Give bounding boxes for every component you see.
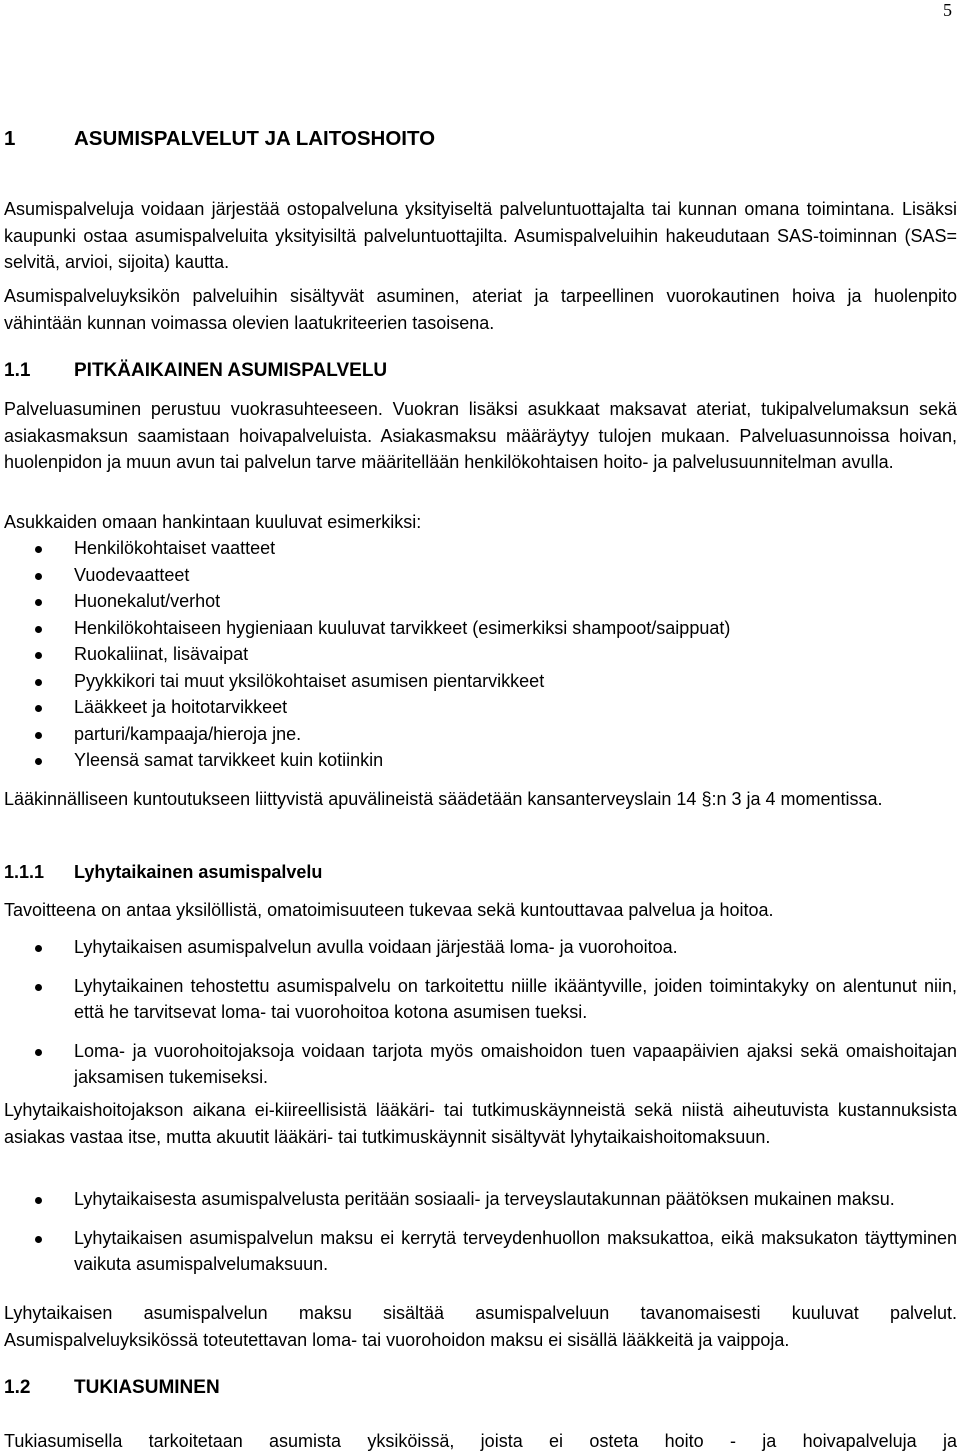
bullet-icon [35,1197,42,1204]
heading-1-1-number: 1.1 [4,360,31,381]
list-item: Vuodevaatteet [4,562,957,589]
section-2-list-1 [4,934,957,1091]
bullet-icon [35,546,42,553]
list-item: Henkilökohtaiseen hygieniaan kuuluvat tarvikkeet (esimerkiksi shampoot/saippuat) [4,615,957,642]
heading-1-1-1 [4,859,957,885]
list-item: Huonekalut/verhot [4,588,957,615]
list-item: Yleensä samat tarvikkeet kuin kotiinkin [4,747,957,774]
list-item: Lyhytaikaisen asumispalvelun maksu ei kerrytä terveydenhuollon maksukattoa, eikä maksukaton täyttyminen vaikuta asumispalvelumaksuun. [4,1225,957,1278]
heading-1-2-title: TUKIASUMINEN [74,1377,220,1398]
section-1-paragraph-2: Lääkinnälliseen kuntoutukseen liittyvistä apuvälineistä säädetään kansanterveyslain 14 §:n 3 ja 4 momentissa. [4,789,883,809]
list-item: Henkilökohtaiset vaatteet [4,535,957,562]
list-item: Ruokaliinat, lisävaipat [4,641,957,668]
heading-1-1 [4,358,957,384]
list-item: Lyhytaikaisen asumispalvelun avulla voidaan järjestää loma- ja vuorohoitoa. [4,934,957,961]
list-item: Loma- ja vuorohoitojaksoja voidaan tarjota myös omaishoidon tuen vapaapäivien ajaksi sekä omaishoitajan jaksamisen tukemiseksi. [4,1038,957,1091]
section-2-list-2 [4,1186,957,1278]
section-2-paragraph-1: Tavoitteena on antaa yksilöllistä, omatoimisuuteen tukevaa sekä kuntouttavaa palvelua ja hoitoa. [4,900,774,920]
heading-1 [4,126,957,152]
bullet-icon [35,945,42,952]
heading-1-1-title: PITKÄAIKAINEN ASUMISPALVELU [74,360,388,381]
bullet-icon [35,573,42,580]
section-1-list-intro: Asukkaiden omaan hankintaan kuuluvat esimerkiksi: [4,512,422,532]
bullet-icon [35,1236,42,1243]
heading-1-2-number: 1.2 [4,1377,31,1398]
list-item: Lyhytaikainen tehostettu asumispalvelu on tarkoitettu niille ikääntyville, joiden toimintakyky on alentunut niin, että he tarvitsevat loma- tai vuorohoitoa kotona asumisen tueksi. [4,973,957,1026]
bullet-icon [35,599,42,606]
bullet-icon [35,679,42,686]
heading-1-number: 1 [4,127,16,150]
heading-1-1-1-number: 1.1.1 [4,862,45,882]
section-1-list [4,535,957,774]
intro-paragraph-2: Asumispalveluyksikön palveluihin sisältyvät asuminen, ateriat ja tarpeellinen vuorokautinen hoiva ja huolenpito vähintään kunnan voimassa olevien laatukriteerien tasoisena. [4,286,957,333]
section-2-paragraph-3: Lyhytaikaisen asumispalvelun maksu sisältää asumispalveluun tavanomaisesti kuuluvat palvelut. Asumispalveluyksikössä toteutettavan loma- tai vuorohoidon maksu ei sisällä lääkkeitä ja vaippoja. [4,1303,957,1350]
heading-1-1-1-title: Lyhytaikainen asumispalvelu [74,862,323,882]
list-item: Lääkkeet ja hoitotarvikkeet [4,694,957,721]
section-2-paragraph-2: Lyhytaikaishoitojakson aikana ei-kiireellisistä lääkäri- tai tutkimuskäynneistä sekä niistä aiheutuvista kustannuksista asiakas vastaa itse, mutta akuutit lääkäri- tai tutkimuskäynnit sisältyvät lyhytaikaishoitomaksuun. [4,1100,957,1147]
heading-1-title: ASUMISPALVELUT JA LAITOSHOITO [74,127,436,150]
list-item: parturi/kampaaja/hieroja jne. [4,721,957,748]
bullet-icon [35,705,42,712]
intro-paragraph-1: Asumispalveluja voidaan järjestää ostopalveluna yksityiseltä palveluntuottajalta tai kunnan omana toimintana. Lisäksi kaupunki ostaa asumispalveluita yksityisiltä palveluntuottajilta. Asumispalveluihin hakeudutaan SAS-toiminnan (SAS= selvitä, arvioi, sijoita) kautta. [4,199,957,272]
page-number: 5 [943,0,952,20]
list-item: Pyykkikori tai muut yksilökohtaiset asumisen pientarvikkeet [4,668,957,695]
bullet-icon [35,652,42,659]
bullet-icon [35,984,42,991]
heading-1-2 [4,1375,957,1401]
bullet-icon [35,626,42,633]
bullet-icon [35,732,42,739]
section-1-paragraph-1: Palveluasuminen perustuu vuokrasuhteeseen. Vuokran lisäksi asukkaat maksavat ateriat, tukipalvelumaksun sekä asiakasmaksun saamistaan hoivapalveluista. Asiakasmaksu määräytyy tulojen mukaan. Palveluasunnoissa hoivan, huolenpidon ja muun avun tai palvelun tarve määritellään henkilökohtaisen hoito- ja palvelusuunnitelman avulla. [4,399,957,472]
list-item: Lyhytaikaisesta asumispalvelusta peritään sosiaali- ja terveyslautakunnan päätöksen mukainen maksu. [4,1186,957,1213]
bullet-icon [35,758,42,765]
bullet-icon [35,1049,42,1056]
section-3-paragraph-1: Tukiasumisella tarkoitetaan asumista yksiköissä, joista ei osteta hoito - ja hoivapalveluja ja [4,1431,957,1451]
